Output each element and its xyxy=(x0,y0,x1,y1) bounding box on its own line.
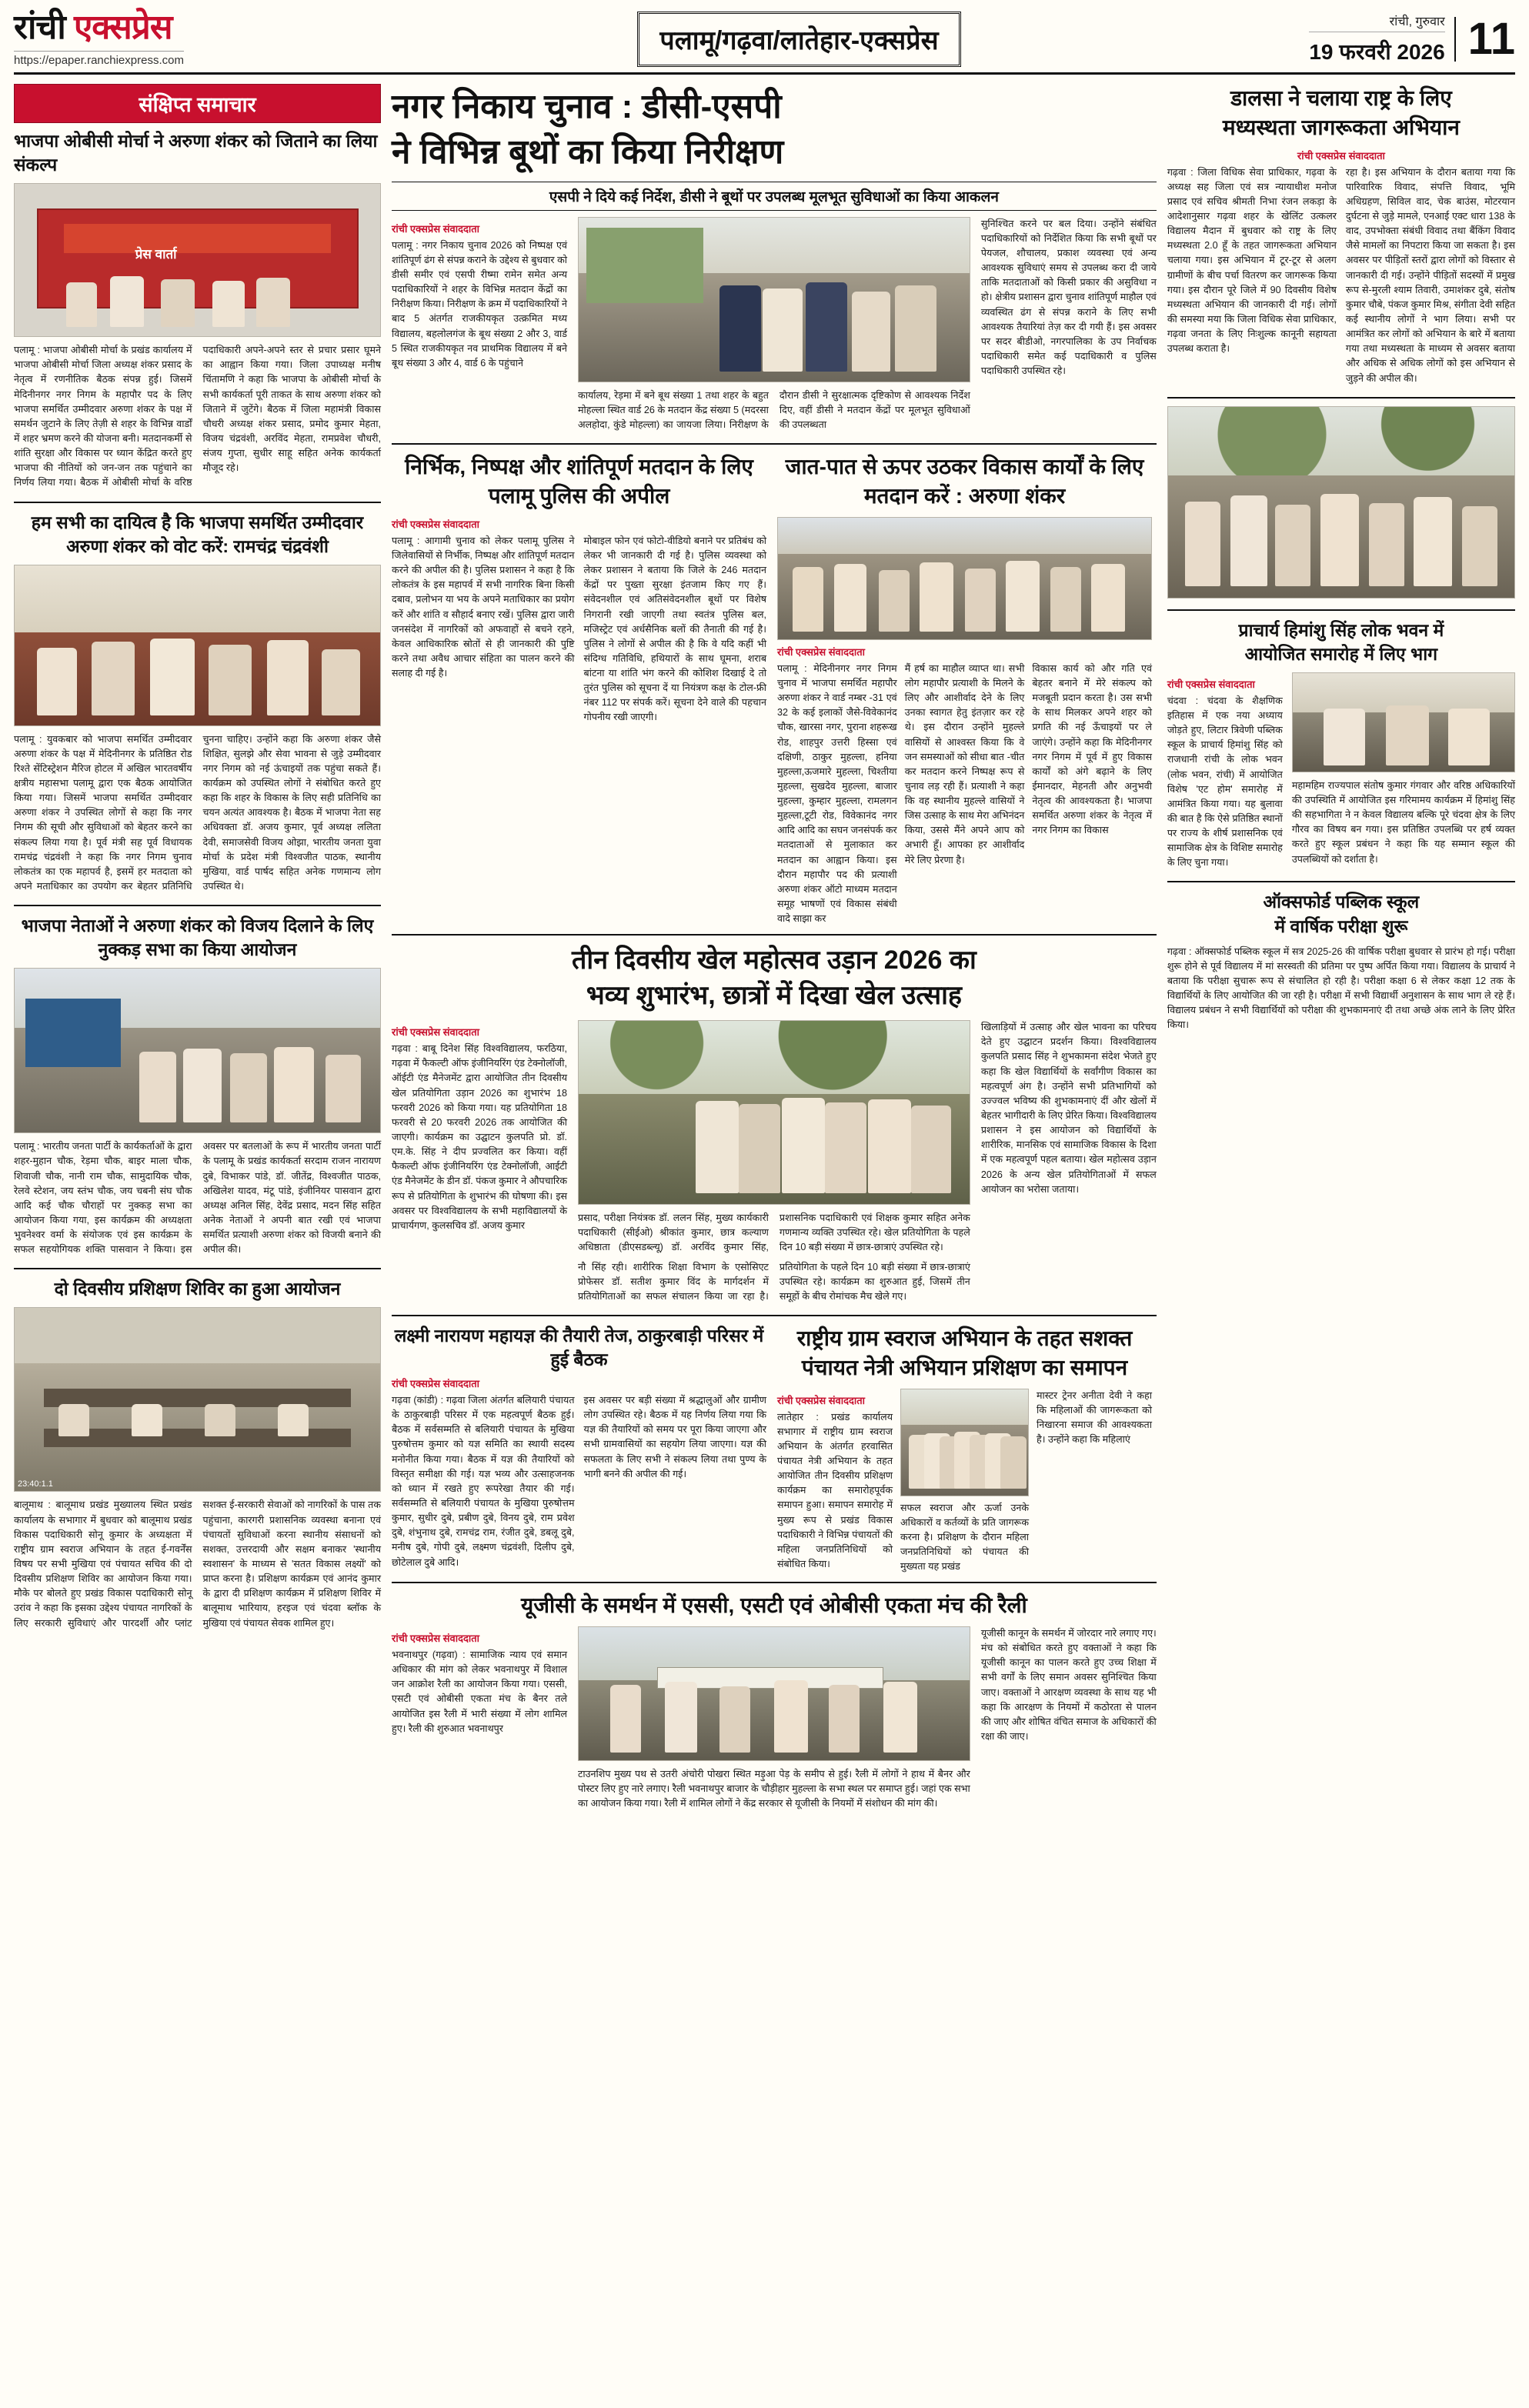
article-headline: निर्भिक, निष्पक्ष और शांतिपूर्ण मतदान के लिए पलामू पुलिस की अपील xyxy=(405,455,753,508)
article-body-col3: मास्टर ट्रेनर अनीता देवी ने कहा कि महिलाओं की जागरूकता को निखारना समाज की आवश्यकता है। उन्होंने कहा कि महिलाएं xyxy=(1037,1389,1153,1445)
article-headline-line2: भव्य शुभारंभ, छात्रों में दिखा खेल उत्साह xyxy=(586,981,962,1011)
article-sports-festival xyxy=(392,943,1157,1304)
left-column xyxy=(14,84,381,1822)
lead-headline-line2: ने विभिन्न बूथों का किया निरीक्षण xyxy=(392,133,784,172)
byline: रांची एक्सप्रेस संवाददाता xyxy=(1297,149,1385,162)
article-photo xyxy=(14,968,381,1133)
page-grid xyxy=(14,84,1515,1822)
article-headline: भाजपा ओबीसी मोर्चा ने अरुणा शंकर को जिताने का लिया संकल्प xyxy=(14,131,378,175)
edition-band: पलामू/गढ़वा/लातेहार-एक्सप्रेस xyxy=(637,12,960,67)
article-photo xyxy=(1292,672,1515,772)
article-body-col1: गढ़वा (कांडी) : गढ़वा जिला अंतर्गत बलियारी पंचायत के ठाकुरबाड़ी परिसर में एक महत्वपूर्ण बैठक हुई। बैठक में सर्वसम्मति से बलियारी पंचायत के मुखिया पुरुषोत्तम कुमार को यज्ञ समिति का स्थायी सदस्य मनोनीत किया गया। बैठक में यज्ञ की तैयारियों को विस्तृत समीक्षा की गई। यज्ञ भव्य और उत्साहजनक को ध्यान में रखते हुए रूपरेखा तैयार की गई। सर्वसम्मति से बलियारी पंचायत के मुखिया पुरुषोत्तम कुमार, सुधीर दुबे, प्रबीण दुबे, विनय दुबे, राम प्रवेश दुबे, शंभुनाथ दुबे, रामचंद्र राम, रंजीत दुबे, डबलू दुबे, मनीष दुबे, गोपी दुबे, लक्ष्मण चंद्रवंशी, दिलीप दुबे, छोटेलाल दुबे आदि। xyxy=(392,1395,575,1568)
article-headline-line1: राष्ट्रीय ग्राम स्वराज अभियान के तहत सशक्त xyxy=(796,1326,1133,1350)
mid-bottom-row xyxy=(392,1324,1157,1574)
article-body: पलामू : भारतीय जनता पार्टी के कार्यकर्ताओं के द्वारा शहर-मुहान चौक, रेड़मा चौक, बाइर माला चौक, शिवाजी चौक, नानी राम चौक, सामुदायिक चौक, रेलवे स्टेशन, जय स्तंभ चौक, जय चबनी संघ चौक आदि कई चौक चौराहों पर नुक्कड़ सभा का आयोजन किया गया, इस कार्यक्रम की अध्यक्षता भुवनेश्वर वर्मा के संयोजक एवं इस कार्यक्रम के सफल सहयोगियक शक्ति पासवान ने किया। इस अवसर पर बतलाओं के रूप में भारतीय जनता पार्टी के पलामू के प्रखंड कार्यकर्ता सरदाम राजन नारायण दुबे, विभाकर पांडे, डॉ. जीतेंद्र, विश्वजीत पाठक, अखिलेश यादव, मंटू पांडे, इंजीनियर पासवान द्वारा अध्यक्ष अनिल सिंह, देवेंद्र प्रसाद, मदन सिंह सहित अनेक नेताओं ने अपनी बात रखी एवं भाजपा समर्थित प्रत्याशी अरुणा शंकर को विजयी बनाने की अपील की। xyxy=(14,1141,381,1256)
byline: रांची एक्सप्रेस संवाददाता xyxy=(392,1026,480,1039)
lead-body-col3: सुनिश्चित करने पर बल दिया। उन्होंने संबंधित पदाधिकारियों को निर्देशित किया कि सभी बूथों पर पेयजल, शौचालय, प्रकाश व्यवस्था एवं अन्य आवश्यक सुविधाएं समय से उपलब्ध करा दी जाये ताकि मतदाताओं को किसी प्रकार की असुविधा न हो। क्षेत्रीय प्रशासन द्वारा चुनाव शांतिपूर्ण माहौल एवं व्यवस्थित ढंग से संपन्न कराने के लिए सभी आवश्यक तैयारियां तेज़ कर दी गयी हैं। इस अवसर पर सदर बीडीओ, नगरपालिका के उप निर्वाचक पदाधिकारी समेत कई पदाधिकारी व पुलिस पदाधिकारी उपस्थित रहे। xyxy=(980,218,1157,377)
article-police-appeal xyxy=(392,452,766,926)
masthead-logo-block xyxy=(14,8,337,68)
byline: रांची एक्सप्रेस संवाददाता xyxy=(1167,678,1255,690)
article-photo xyxy=(14,565,381,726)
article-headline: लक्ष्मी नारायण महायज्ञ की तैयारी तेज, ठाकुरबाड़ी परिसर में हुई बैठक xyxy=(394,1325,764,1369)
publication-logo xyxy=(14,8,337,46)
article-body-col1: लातेहार : प्रखंड कार्यालय सभागार में राष्ट्रीय ग्राम स्वराज अभियान के अंतर्गत हरवासित पंचायत नेत्री अभियान के तहत आयोजित तीन दिवसीय प्रशिक्षण कार्यक्रम का समारोहपूर्वक समापन हुआ। समापन समारोह में मुख्य रूप से प्रखंड विकास पदाधिकारी ने विभिन्न पंचायतों की महिला जनप्रतिनिधियों को संबोधित किया। xyxy=(777,1411,893,1569)
article-body-extra: नौ सिंह रही। शारीरिक शिक्षा विभाग के एसोसिएट प्रोफेसर डॉ. सतीश कुमार विंद के मार्गदर्शन में प्रतियोगिताओं का सफल संचालन किया जा रहा है। प्रतियोगिता के पहले दिन 10 बड़ी संख्या में छात्र-छात्राएं उपस्थित रहे। कार्यक्रम का शुरुआत हुई, जिसमें तीन समूहों के बीच रोमांचक मैच खेले गए। xyxy=(578,1261,970,1302)
article-principal xyxy=(1167,619,1515,871)
article-headline-line2: मध्यस्थता जागरूकता अभियान xyxy=(1222,115,1460,139)
article-photo xyxy=(14,183,381,337)
byline: रांची एक्सप्रेस संवाददाता xyxy=(777,1394,866,1406)
article-body-col2: प्रसाद, परीक्षा नियंत्रक डॉ. ललन सिंह, मुख्य कार्यकारी पदाधिकारी (सीईओ) श्रीकांत कुमार, छात्र कल्याण अधिष्ठाता (डीएसडब्ल्यू) डॉ. अरविंद कुमार सिंह, प्रशासनिक पदाधिकारी एवं शिक्षक कुमार सहित अनेक गणमान्य व्यक्ति उपस्थित रहे। खेल प्रतियोगिता के पहले दिन 10 बड़ी संख्या में छात्र-छात्राएं उपस्थित रहे। xyxy=(578,1212,970,1253)
section-heading-brief-news: संक्षिप्त समाचार xyxy=(14,84,381,123)
article-dalsa xyxy=(1167,84,1515,386)
article-body-col3: खिलाड़ियों में उत्साह और खेल भावना का परिचय देते हुए उद्घाटन प्रदर्शन किया। विश्वविद्यालय कुलपति प्रसाद सिंह ने शुभकामना संदेश भेजते हुए कहा कि खेल विद्यार्थियों के सर्वांगीण विकास का महत्वपूर्ण अंग है। उन्होंने सभी प्रतिभागियों को उज्ज्वल भविष्य की शुभकामनाएं दीं और खेलों में बेहतर भागीदारी के लिए प्रेरित किया। विश्वविद्यालय प्रशासन ने इस आयोजन को विद्यार्थियों के शारीरिक, मानसिक एवं सामाजिक विकास के दिशा में एक महत्वपूर्ण पहल बताया। खेल महोत्सव उड़ान 2026 के अन्य खेल प्रतियोगिताओं में सफल आयोजन का भरोसा जताया। xyxy=(980,1022,1157,1195)
article-block-3 xyxy=(14,914,381,1257)
page-number: 11 xyxy=(1454,17,1515,62)
article-photo xyxy=(1167,406,1515,599)
article-rally xyxy=(392,1591,1157,1811)
article-headline-line1: डालसा ने चलाया राष्ट्र के लिए xyxy=(1230,86,1452,110)
lead-photo xyxy=(578,217,970,382)
article-photo xyxy=(578,1626,970,1761)
lead-headline-line1: नगर निकाय चुनाव : डीसी-एसपी xyxy=(392,88,782,125)
mid-two-up-row xyxy=(392,452,1157,926)
article-headline-line1: तीन दिवसीय खेल महोत्सव उड़ान 2026 का xyxy=(572,946,976,976)
article-photo xyxy=(578,1020,970,1205)
photo-banner-text: प्रेस वार्ता xyxy=(135,247,177,262)
article-body-col1: चंदवा : चंदवा के शैक्षणिक इतिहास में एक नया अध्याय जोड़ते हुए, लिटार त्रिवेणी पब्लिक स्कूल के प्राचार्य हिमांशु सिंह को राजधानी रांची के लोक भवन (लोक भवन, रांची) में आयोजित विशेष 'एट होम' समारोह में आमंत्रित किया गया। यह बुलावा की बात है कि ऐसे प्रतिष्ठित स्थानों पर राज्य के शीर्ष प्रशासनिक एवं सामाजिक क्षेत्र के विशिष्ट समारोह के लिए चुना गया। xyxy=(1167,695,1283,869)
article-body-col3: यूजीसी कानून के समर्थन में जोरदार नारे लगाए गए। मंच को संबोधित करते हुए वक्ताओं ने कहा कि यूजीसी कानून का पालन करते हुए उच्च शिक्षा में सभी वर्गों के लिए समान अवसर सुनिश्चित किया जाए। वक्ताओं ने आरक्षण व्यवस्था के साथ यह भी कहा कि आरक्षण के नियमों में कठोरता से पालन की जाए और शोषित वंचित समाज के अधिकारों की रक्षा की जाए। xyxy=(980,1628,1157,1743)
article-photo xyxy=(777,517,1152,640)
edition-band-wrap xyxy=(337,11,1261,68)
middle-column xyxy=(392,84,1157,1822)
article-headline: यूजीसी के समर्थन में एससी, एसटी एवं ओबीसी एकता मंच की रैली xyxy=(521,1593,1027,1618)
article-body: पलामू : युवकबार को भाजपा समर्थित उम्मीदवार अरुणा शंकर के पक्ष में मेदिनीनगर के प्रतिष्ठित रोड रिश्ते सेंटिस्ट्रेशन मैरिज होटल में अखिल भारतवर्षीय क्षत्रीय महासभा पलामू द्वारा एक बैठक आयोजित किया गया। जिसमें भाजपा समर्थित उम्मीदवार अरुणा शंकर ने उपस्थित लोगों से कहा कि नगर निगम की सूची और सुविधाओं को बेहतर करने का संकल्प लिया गया है। पूर्व मंत्री सह पूर्व विधायक रामचंद्र चंद्रवंशी ने कहा कि नगर निगम चुनाव लोकतंत्र का एक महापर्व है, इसमें हर मतदाता को अपने मताधिकार का उपयोग कर बेहतर प्रतिनिधि चुनना चाहिए। उन्होंने कहा कि अरुणा शंकर जैसे शिक्षित, सुलझे और सेवा भावना से जुड़े उम्मीदवार नगर निगम को नई ऊंचाइयों तक पहुंचा सकते हैं। कार्यक्रम को उपस्थित लोगों ने संबोधित करते हुए कहा कि शहर के विकास के लिए सही प्रतिनिधि का चयन अत्यंत आवश्यक है। बैठक में भाजपा नेता सह अधिवक्ता डॉ. अजय कुमार, पूर्व अध्यक्ष ललिता देवी, समाजसेवी विजय ओझा, भारतीय जनता युवा मोर्चा के प्रदेश मंत्री विश्वजीत पाठक, स्थानीय मुखिया, वार्ड पार्षद सहित अनेक गणमान्य लोग उपस्थित थे। xyxy=(14,733,381,892)
article-photo xyxy=(900,1389,1029,1496)
lead-body-col1: पलामू : नगर निकाय चुनाव 2026 को निष्पक्ष एवं शांतिपूर्ण ढंग से संपन्न कराने के उद्देश्य से बुधवार को डीसी समीर एवं एसपी रीष्मा रामेन समेत अन्य पदाधिकारियों ने शहर के विभिन्न मतदान केंद्रों का निरीक्षण किया। निरीक्षण के क्रम में पदाधिकारियों ने बाद 5 अंतर्गत राजकीयकृत उत्क्रमित मध्य विद्यालय, बहलोलगंज के बूथ संख्या 2 और 3, वार्ड 5 स्थित राजकीयकृत नव प्राथमिक विद्यालय में बने बूथ संख्या 3 और 4, वार्ड 6 के पहुंचाने xyxy=(392,239,568,369)
article-oxford-exam xyxy=(1167,890,1515,1032)
article-yagya xyxy=(392,1324,766,1574)
article-body-col3: विकास कार्य को और गति एवं बेहतर बनाने में मेरे संकल्प को मजबूती प्रदान करता है। उस सभी के साथ मिलकर अपने शहर को प्रगति की नई ऊँचाइयों पर ले जाएंगे। उन्होंने कहा कि मेदिनीनगर नगर निगम में पूर्व में हुए विकास कार्यों को अंगे बढ़ाने के लिए ईमानदार, मेहनती और अनुभवी नेतृत्व की आवश्यकता है। भाजपा समर्थित अरुणा शंकर के नेतृत्व में नगर निगम का विकास xyxy=(1032,662,1153,836)
lead-body-col2: कार्यालय, रेड़मा में बने बूथ संख्या 1 तथा शहर के बहुत मोहल्ला स्थित वार्ड 26 के मतदान केंद्र संख्या 5 (मदरसा अलहोदा, कुंडे मोहल्ला) का जायजा लिया। निरीक्षण के दौरान डीसी ने सुरक्षात्मक दृष्टिकोण से आवश्यक निर्देश दिए, वहीं डीसी ने मतदान केंद्रों पर मूलभूत सुविधाओं की उपलब्धता xyxy=(578,389,970,431)
logo-accent-text: एक्सप्रेस xyxy=(73,8,172,46)
edition-place: रांची, गुरुवार xyxy=(1309,12,1444,32)
lead-subheadline: एसपी ने दिये कई निर्देश, डीसी ने बूथों पर उपलब्ध मूलभूत सुविधाओं का किया आकलन xyxy=(392,182,1157,211)
byline: रांची एक्सप्रेस संवाददाता xyxy=(392,1378,480,1390)
article-headline: जात-पात से ऊपर उठकर विकास कार्यों के लिए मतदान करें : अरुणा शंकर xyxy=(785,455,1144,508)
article-headline: भाजपा नेताओं ने अरुणा शंकर को विजय दिलाने के लिए नुक्कड़ सभा का किया आयोजन xyxy=(21,916,374,960)
article-block-4 xyxy=(14,1277,381,1630)
article-body-col2: मोबाइल फोन एवं फोटो-वीडियो बनाने पर प्रतिबंध को लेकर भी जानकारी दी गई है। पुलिस व्यवस्था को लेकर प्रशासन ने बताया कि जिले के 246 मतदान केंद्रों पर पुख्ता सुरक्षा इंतजाम किए गए हैं। संवेदनशील एवं अतिसंवेदनशील बूथों पर विशेष निगरानी रखी जाएगी तथा स्वतंत्र पुलिस बल, मजिस्ट्रेट एवं अर्धसैनिक बलों की तैनाती की गई है। पुलिस ने लोगों से अपील की है कि वे यदि कहीं भी संदिग्ध गतिविधि, हथियारों के साथ घूमना, शराब बांटना या शांति भंग करने की कोशिश दिखाई दे तो तुरंत पुलिस को सूचना दें या नियंत्रण कक्ष के टोल-फ्री नंबर 112 पर संपर्क करें। सूचना देने वाले की पहचान गोपनीय रखी जाएगी। xyxy=(583,535,767,723)
logo-main-text: रांची xyxy=(14,8,74,46)
article-body-col2: टाउनशिप मुख्य पथ से उतरी अंचोरी पोखरा स्थित मड़ुआ पेड़ के समीप से हुई। रैली में लोगों ने हाथ में बैनर और पोस्टर लिए हुए नारे लगाए। रैली भवनाथपुर बाजार के चौड़ीहार मुहल्ला के सभा स्थल पर समाप्त हुई। जहां एक सभा का आयोजन किया गया। रैली में शामिल लोगों ने केंद्र सरकार से यूजीसी के नियमों में संशोधन की मांग की। xyxy=(578,1769,970,1809)
article-body-col1: पलामू : आगामी चुनाव को लेकर पलामू पुलिस ने जिलेवासियों से निर्भीक, निष्पक्ष और शांतिपूर्ण मतदान करने की अपील की है। पुलिस प्रशासन ने कहा है कि लोकतंत्र के इस महापर्व में सभी नागरिक बिना किसी दबाव, प्रलोभन या भय के अपने मताधिकार का प्रयोग करें और शांति व सौहार्द बनाए रखें। पुलिस द्वारा जारी जनसंदेश में नागरिकों को अफवाहों से बचने रहने, केवल आधिकारिक स्रोतों से ही जानकारी की पुष्टि करने तथा अवैध आचार संहिता का पालन करने की सलाह दी गई है। xyxy=(392,535,575,679)
article-body: गढ़वा : ऑक्सफोर्ड पब्लिक स्कूल में सत्र 2025-26 की वार्षिक परीक्षा बुधवार से प्रारंभ हो गई। परीक्षा शुरू होने से पूर्व विद्यालय में मां सरस्वती की प्रतिमा पर पुष्प अर्पित किया गया। विद्यालय के प्राचार्य ने बताया कि परीक्षा सुचारू रूप से संचालित हो रही है। परीक्षा कक्षा 6 से लेकर कक्षा 12 तक के विद्यार्थियों के लिए आयोजित की जा रही है। परीक्षा में सभी विद्यार्थी अनुशासन के साथ भाग ले रहे हैं। विद्यालय प्रबंधन ने सभी विद्यार्थियों को परीक्षा की शुभकामनाएं दी तथा अच्छे अंक लाने के लिए प्रेरित किया। xyxy=(1167,946,1515,1031)
article-block-2 xyxy=(14,511,381,895)
article-headline-line1: प्राचार्य हिमांशु सिंह लोक भवन में xyxy=(1238,619,1444,640)
brief-news-section xyxy=(14,84,381,491)
article-body: पलामू : भाजपा ओबीसी मोर्चा के प्रखंड कार्यालय में भाजपा ओबीसी मोर्चा जिला अध्यक्ष शंकर प्रसाद के नेतृत्व में रणनीतिक बैठक संपन्न हुई। जिसमें मेदिनीनगर नगर निगम के महापौर पद के लिए भाजपा समर्थित उम्मीदवार अरुणा शंकर के पक्ष में समर्थन जुटाने के लिए तेज़ी से शहर के विभिन्न वार्डों में शहर भ्रमण करने की योजना बनी। मतदानकर्मी से शांति सुरक्षा और विकास पर ध्यान केंद्रित करते हुए भाजपा की नीतियों को जन-जन तक पहुंचाने का निर्णय लिया गया। बैठक में ओबीसी मोर्चा के वरिष्ठ पदाधिकारी अपने-अपने स्तर से प्रचार प्रसार घूमने का आह्वान किया गया। जिला उपाध्यक्ष मनीष चिंतामणि ने कहा कि भाजपा के ओबीसी मोर्चा के सभी कार्यकर्ता पूरी ताकत के साथ अरुणा शंकर को जिताने में जुटेंगे। बैठक में जिला महामंत्री विकास चौधरी अध्यक्ष शंकर प्रसाद, प्रमोद कुमार मेहता, विजय चंद्रवंशी, अरविंद मेहता, रामप्रवेश चौधरी, संजय गुप्ता, सुधीर साहू सहित अनेक कार्यकर्ता मौजूद रहे। xyxy=(14,345,381,489)
article-dalsa-photo-block xyxy=(1167,406,1515,599)
article-body-col2: इस अवसर पर बड़ी संख्या में श्रद्धालुओं और ग्रामीण लोग उपस्थित रहे। बैठक में यह निर्णय लिया गया कि यज्ञ की तैयारियों को समय पर पूरा किया जाएगा और सभी ग्रामवासियों का सहयोग लिया जाएगा। यज्ञ की सफलता के लिए सभी ने संकल्प लिया तथा पुण्य के भागी बनने की अपील की गई। xyxy=(583,1395,767,1479)
lead-article xyxy=(392,84,1157,432)
epaper-url[interactable]: https://epaper.ranchiexpress.com xyxy=(14,51,184,67)
article-headline-line2: पंचायत नेत्री अभियान प्रशिक्षण का समापन xyxy=(801,1355,1128,1379)
article-body-col1: भवनाथपुर (गढ़वा) : सामाजिक न्याय एवं समान अधिकार की मांग को लेकर भवनाथपुर में विशाल जन आक्रोश रैली का आयोजन किया गया। एससी, एसटी एवं ओबीसी एकता मंच के बैनर तले आयोजित इस रैली में भारी संख्या में लोग शामिल हुए। रैली की शुरुआत भवनाथपुर xyxy=(392,1649,568,1734)
article-headline-line2: आयोजित समारोह में लिए भाग xyxy=(1244,643,1438,664)
article-headline-line2: में वार्षिक परीक्षा शुरू xyxy=(1274,916,1408,936)
article-headline: दो दिवसीय प्रशिक्षण शिविर का हुआ आयोजन xyxy=(54,1279,341,1299)
article-body-col1: पलामू : मेदिनीनगर नगर निगम चुनाव में भाजपा समर्थित महापौर अरुणा शंकर ने वार्ड नम्बर -31 एवं 32 के कई इलाकों जैसे-विवेकानंद चौक, खारसा नगर, पुराना शहरूख रोड, शाहपुर उत्तरी हिस्सा एवं दक्षिणी, ठाकुर मुहल्ला, हनिया मुहल्ला,ऊजमारे मुहल्ला, चिश्तीया मुहल्ला, सुखदेव मुहल्ला, बाजार मुहल्ला, कुम्हार मुहल्ला, रामलगन मुहल्ला,टूटी रोड, विवेकानंद नगर आदि आदि का सघन जनसंपर्क कर मतदाताओं से मुलाकात कर मतदान का आह्वान किया। इस दौरान महापौर पद की प्रत्याशी अरुणा शंकर ऑटो माध्यम मतदान समूह भाषणों एवं विकास संबंधी वादे साझा कर xyxy=(777,662,897,925)
right-column xyxy=(1167,84,1515,1822)
article-body: बालूमाथ : बालूमाथ प्रखंड मुख्यालय स्थित प्रखंड कार्यालय के सभागार में बुधवार को बालूमाथ प्रखंड विकास पदाधिकारी सोनू कुमार के अध्यक्षता में राष्ट्रीय ग्राम स्वराज अभियान के तहत ई-गवर्नेंस विषय पर सभी मुखिया एवं पंचायत सचिव की दो दिवसीय प्रशिक्षण शिविर का आयोजन किया गया। मौके पर बोलते हुए प्रखंड विकास पदाधिकारी सोनू उरांव ने कहा कि इसका उद्देश्य पंचायत नागरिकों के लिए सरकारी सुविधाएं और पारदर्शी और प्लांट सशक्त ई-सरकारी सेवाओं को नागरिकों के पास तक पहुंचाना, कारगरी प्रशासनिक व्यवस्था बनाना एवं पंचायतों सुविधाओं करना स्थानीय संसाधनों को सशक्त, उत्तरदायी और सक्षम बनाकर 'स्थानीय स्वशासन' के माध्यम से 'सतत विकास लक्ष्यों' को प्राप्त करना है। प्रशिक्षण कार्यक्रम एवं आनंद कुमार के द्वारा दी प्रशिक्षण कार्यक्रम में प्रशिक्षण शिविर में बालूमाथ भारियाय, हरइज एवं चंदवा ब्लॉक के मुखिया एवं पंचायत सेवक शामिल हुए। xyxy=(14,1499,381,1629)
byline: रांची एक्सप्रेस संवाददाता xyxy=(392,222,480,235)
article-body-col2: महामहिम राज्यपाल संतोष कुमार गंगवार और वरिष्ठ अधिकारियों की उपस्थिति में आयोजित इस गरिमामय कार्यक्रम में हिमांशु सिंह की सहभागिता ने न केवल विद्यालय बल्कि पूरे चंदवा क्षेत्र के लिए गौरव का विषय बन गया। इस प्रतिष्ठित उपलब्धि पर हर्ष व्यक्त करते हुए स्कूल प्रबंधन ने कहा कि यह सम्मान स्कूल की उपलब्धियों को दर्शाता है। xyxy=(1291,779,1515,865)
byline: रांची एक्सप्रेस संवाददाता xyxy=(392,518,480,530)
article-gram-swaraj xyxy=(777,1324,1152,1574)
article-headline: हम सभी का दायित्व है कि भाजपा समर्थित उम्मीदवार अरुणा शंकर को वोट करें: रामचंद्र चंद्रवंशी xyxy=(31,512,364,556)
article-photo: 23:40:1.1 xyxy=(14,1307,381,1492)
byline: रांची एक्सप्रेस संवाददाता xyxy=(392,1633,480,1645)
edition-date: 19 फरवरी 2026 xyxy=(1309,40,1445,64)
masthead xyxy=(14,8,1515,75)
article-body-col2: मैं हर्ष का माहौल व्याप्त था। सभी लोग महापौर प्रत्याशी के मिलने के लिए और आशीर्वाद देने के लिए उनका स्वागत हेतु इंतज़ार कर रहे थे। इस दौरान उन्होंने मुहल्ले वासियों से आश्वस्त किया कि वे जन समस्याओं को सीधा बात -चीत कर मतदान करने निष्पक्ष रूप से चुनाव लड़ रही हैं। प्रत्याशी ने कहा कि वह स्थानीय मुहल्ले वासियों ने जिस उत्साह के साथ मेरा अभिनंदन किया, उससे मैंने अपने आप को अभारी हूँ। आपका हर आशीर्वाद मेरे लिए प्रेरणा है। xyxy=(904,662,1025,865)
article-body-col2: रहा है। इस अभियान के दौरान बताया गया कि पारिवारिक विवाद, संपत्ति विवाद, भूमि अधिग्रहण, सिविल वाद, चेक बाउंस, मोटरयान दुर्घटना से जुड़े मामले, एनआई एक्ट धारा 138 के वाद, उपभोक्ता संबंधी विवाद तथा बैंकिंग विवाद जैसे मामलों का निपटारा किया जा सकता है। इस अवसर पर पीड़ितों स्तरों द्वारा लोगों को विस्तार से जानकारी दी गई। उन्होंने पीड़ितों सदस्यों में प्रमुख रूप से-मुरली श्याम तिवारी, उमाशंकर दुबे, संतोष कुमार चौबे, पंकज कुमार मिश्र, संगीता देवी सहित कई स्थानीय लोगों ने भाग लिया। सभी पर आमंत्रित कर लोगों को अभियान के बारे में बताया गया तथा मध्यस्थता के माध्यम से अवसर बताया और अधिक से अधिक लोगों को इस अभियान से जुड़ने की अपील की। xyxy=(1345,166,1515,384)
article-headline-line1: ऑक्सफोर्ड पब्लिक स्कूल xyxy=(1263,892,1420,912)
byline: रांची एक्सप्रेस संवाददाता xyxy=(777,645,866,658)
article-body-col1: गढ़वा : बाबू दिनेश सिंह विश्वविद्यालय, फरठिया, गढ़वा में फैकल्टी ऑफ इंजीनियरिंग एंड टेक्नोलॉजी, ऑईटी एंड मैनेजमेंट द्वारा आयोजित तीन दिवसीय खेल प्रतियोगिता उड़ान 2026 का शुभारंभ 18 फरवरी 2026 को किया गया। यह प्रतियोगिता 18 फरवरी से 20 फरवरी 2026 तक आयोजित की जाएगी। कार्यक्रम का उद्घाटन कुलपति प्रो. डॉ. एम.के. सिंह ने दीप प्रज्वलित कर किया। वहीं फैकल्टी ऑफ इंजीनियरिंग एंड टेक्नोलॉजी, आईटी एंड मैनेजमेंट के डीन डॉ. पंकज कुमार ने औपचारिक रूप से प्रतियोगिता के शुभारंभ की घोषणा की। इस अवसर पर विश्वविद्यालय के सभी महाविद्यालयों के प्राचार्यगण, कुलसचिव डॉ. अजय कुमार xyxy=(392,1043,568,1231)
article-body-col2: सफल स्वराज और ऊर्जा उनके अधिकारों व कर्तव्यों के प्रति जागरूक करना है। प्रशिक्षण के दौरान महिला जनप्रतिनिधियों को पंचायत की मुख्यता यह प्रखंड xyxy=(900,1502,1030,1573)
article-body-col1: गढ़वा : जिला विधिक सेवा प्राधिकार, गढ़वा के अध्यक्ष सह जिला एवं सत्र न्यायाधीश मनोज प्रसाद एवं सचिव श्रीमती निभा रंजन लकड़ा के आदेशानुसार गढ़वा शहर के खेलिंट उत्कलर विद्यालय मैदान में बुधवार को राष्ट्र के लिए मध्यस्थता 2.0 हूँ के तहत जागरूकता अभियान चलाया गया। इस अभियान में टूर-टूर से अलग ग्रामीणों के बीच पर्चा वितरण कर जागरूक किया गया। इस दौरान पूरे जिले में 90 दिवसीय विशेष मध्यस्थता अभियान की जानकारी दी गई। लोगों की समस्या मया कि जिला विधिक सेवा प्राधिकार, गढ़वा जनता के लिए निःशुल्क कानूनी सहायता उपलब्ध कराता है। xyxy=(1167,166,1337,355)
article-arunaa-shankar xyxy=(777,452,1152,926)
masthead-date-block xyxy=(1261,11,1515,68)
